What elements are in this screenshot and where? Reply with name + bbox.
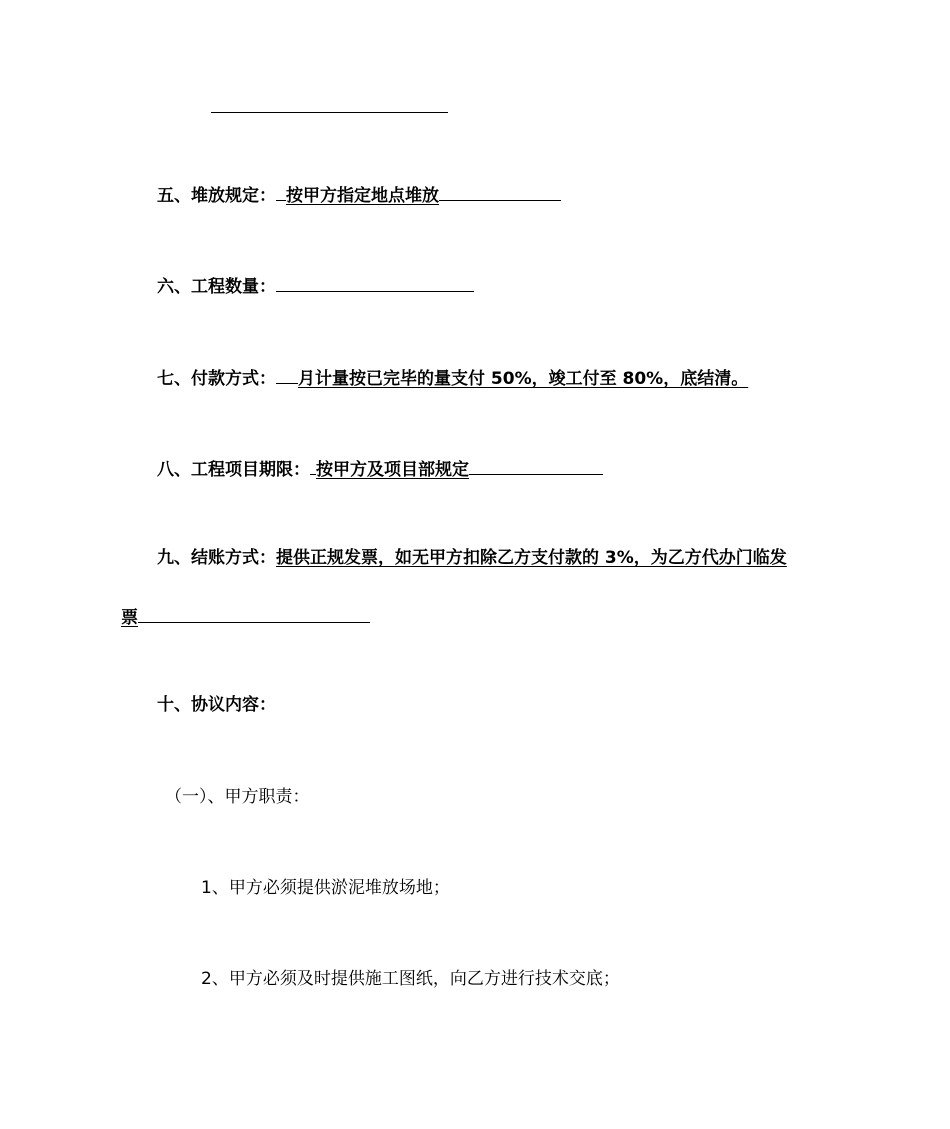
clause-ten-label: 十、协议内容： [157,695,276,715]
clause-nine-value: 提供正规发票，如无甲方扣除乙方支付款的 3%，为乙方代办门临发 [276,548,787,568]
clause-six-blank [276,273,474,292]
clause-six-label: 六、工程数量： [157,277,276,297]
section-one-heading-text: （一）、甲方职责： [165,787,310,807]
clause-five-label: 五、堆放规定： [157,186,276,206]
section-one-item-1 [201,877,450,899]
section-one-item-1-text: 1、甲方必须提供淤泥堆放场地； [201,878,450,898]
clause-seven [157,365,748,390]
section-one-item-2-text: 2、甲方必须及时提供施工图纸，向乙方进行技术交底； [201,969,620,989]
clause-five-value: 按甲方指定地点堆放 [286,186,439,206]
clause-five-lead-blank [276,182,286,201]
clause-nine [157,547,787,569]
clause-five-trail-blank [439,182,561,201]
clause-nine-value-cont: 票 [121,608,138,628]
clause-ten [157,694,276,716]
clause-eight-label: 八、工程项目期限： [157,460,310,480]
clause-seven-value: 月计量按已完毕的量支付 50%，竣工付至 80%，底结清。 [298,369,749,389]
clause-nine-label: 九、结账方式： [157,548,276,568]
clause-six [157,273,474,298]
clause-nine-trail-blank [138,604,370,623]
clause-eight-trail-blank [469,456,603,475]
clause-seven-label: 七、付款方式： [157,369,276,389]
section-one-item-2 [201,968,620,990]
clause-nine-continuation [121,604,370,629]
section-one-heading [165,786,310,808]
clause-seven-lead-blank [276,365,298,384]
clause-eight [157,456,603,481]
top-blank-line [211,112,448,113]
clause-eight-value: 按甲方及项目部规定 [316,460,469,480]
clause-five [157,182,561,207]
